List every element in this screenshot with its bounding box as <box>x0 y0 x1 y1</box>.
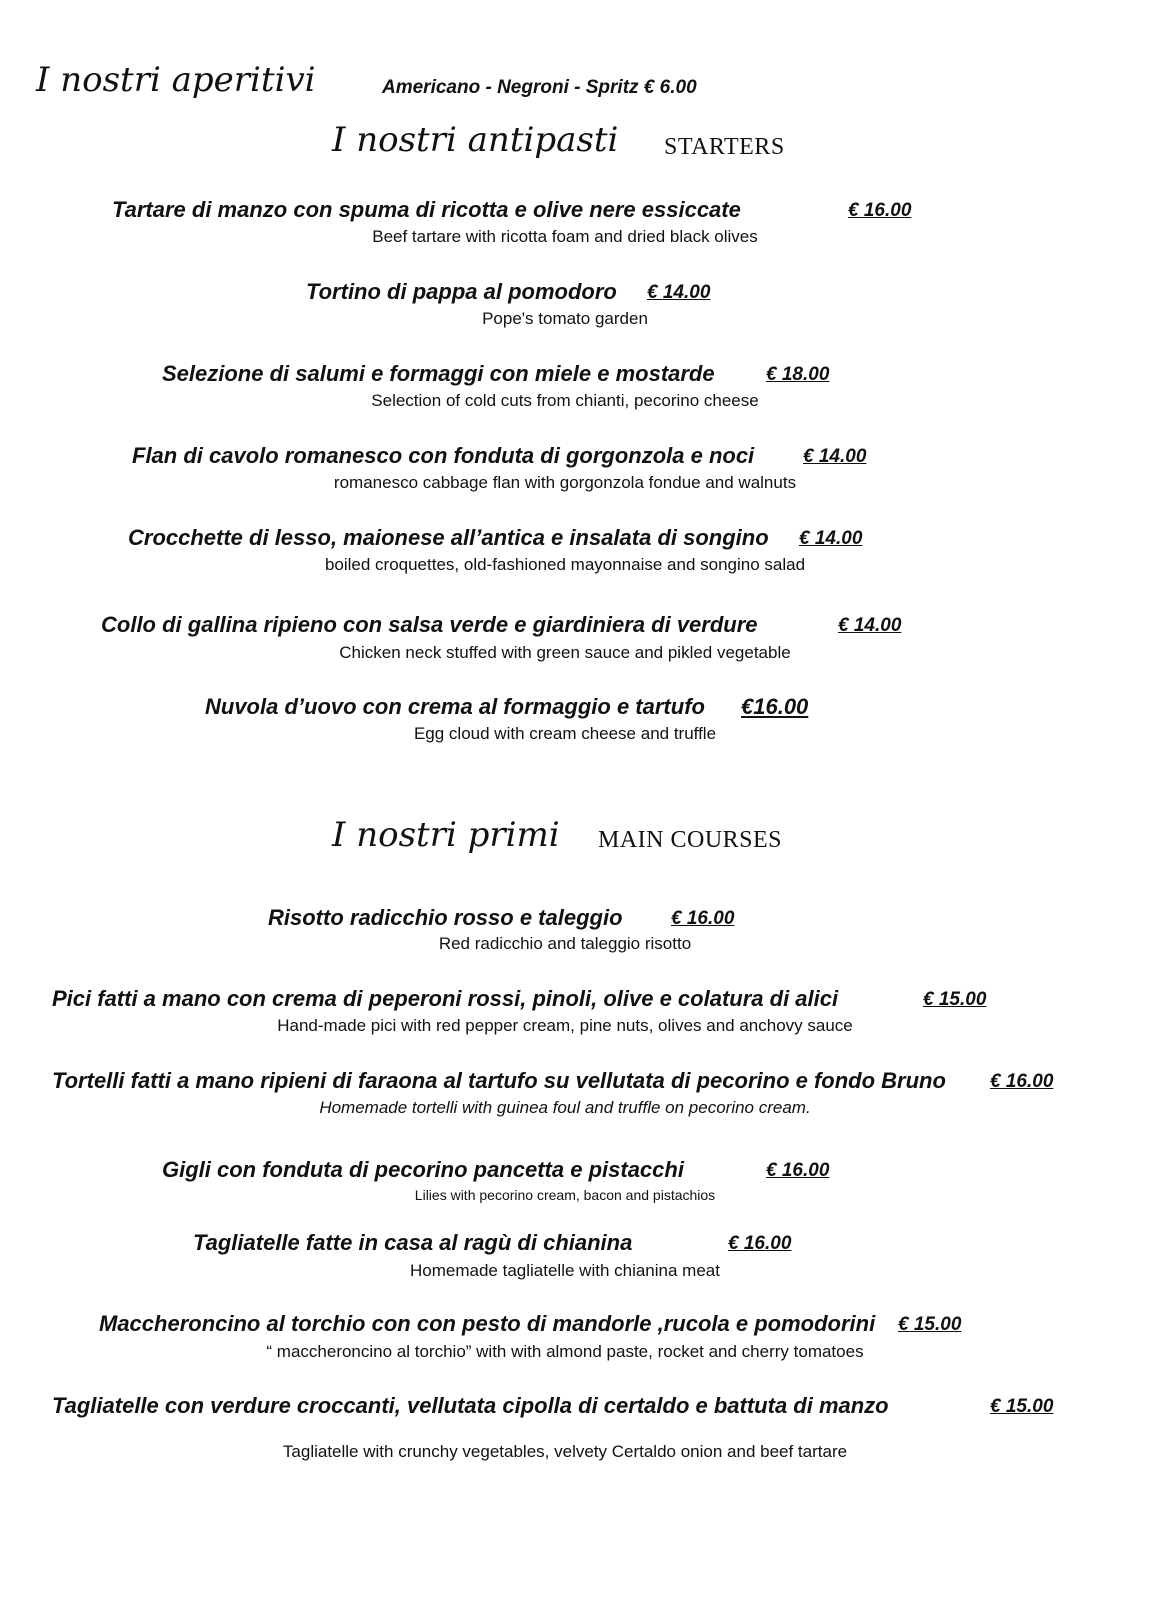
dish-description: “ maccheroncino al torchio” with with almond paste, rocket and cherry tomatoes <box>266 1342 864 1361</box>
dish-description: romanesco cabbage flan with gorgonzola fondue and walnuts <box>333 473 797 492</box>
dish-price: € 15.00 <box>990 1396 1054 1417</box>
dish-description: Chicken neck stuffed with green sauce and pikled vegetable <box>339 643 791 662</box>
dish-name: Tagliatelle con verdure croccanti, vellutata cipolla di certaldo e battuta di manzo <box>52 1393 889 1418</box>
dish-name: Selezione di salumi e formaggi con miele e mostarde <box>162 361 715 386</box>
dish-price: €16.00 <box>741 694 809 719</box>
dish-name: Maccheroncino al torchio con con pesto di mandorle ,rucola e pomodorini <box>99 1311 876 1336</box>
dish-price: € 16.00 <box>848 200 912 221</box>
dish-description: Pope's tomato garden <box>482 309 648 328</box>
aperitivi-list: Americano - Negroni - Spritz € 6.00 <box>382 77 697 98</box>
dish-name: Tortino di pappa al pomodoro <box>306 279 617 304</box>
dish-price: € 14.00 <box>803 446 867 467</box>
dish-name: Tartare di manzo con spuma di ricotta e olive nere essiccate <box>112 197 741 222</box>
dish-price: € 16.00 <box>671 908 735 929</box>
dish-price: € 14.00 <box>647 282 711 303</box>
dish-description: Selection of cold cuts from chianti, pecorino cheese <box>371 391 759 410</box>
dish-description: Hand-made pici with red pepper cream, pine nuts, olives and anchovy sauce <box>277 1016 853 1035</box>
mains-subtitle: MAIN COURSES <box>598 827 783 853</box>
dish-description: boiled croquettes, old-fashioned mayonnaise and songino salad <box>324 555 806 574</box>
dish-description: Lilies with pecorino cream, bacon and pistachios <box>414 1187 716 1203</box>
dish-price: € 15.00 <box>898 1314 962 1335</box>
dish-description: Homemade tortelli with guinea foul and truffle on pecorino cream. <box>319 1098 811 1117</box>
dish-description: Red radicchio and taleggio risotto <box>438 934 692 953</box>
dish-name: Tortelli fatti a mano ripieni di faraona al tartufo su vellutata di pecorino e fondo Bruno <box>52 1068 946 1093</box>
mains-title: I nostri primi <box>332 815 560 855</box>
dish-price: € 16.00 <box>990 1071 1054 1092</box>
dish-name: Flan di cavolo romanesco con fonduta di gorgonzola e noci <box>132 443 755 468</box>
dish-price: € 14.00 <box>799 528 863 549</box>
dish-name: Gigli con fonduta di pecorino pancetta e pistacchi <box>162 1157 684 1182</box>
dish-description: Homemade tagliatelle with chianina meat <box>410 1261 720 1280</box>
dish-description: Egg cloud with cream cheese and truffle <box>413 724 717 743</box>
dish-name: Tagliatelle fatte in casa al ragù di chianina <box>193 1230 633 1255</box>
dish-price: € 14.00 <box>838 615 902 636</box>
dish-name: Collo di gallina ripieno con salsa verde e giardiniera di verdure <box>101 612 758 637</box>
dish-name: Risotto radicchio rosso e taleggio <box>268 905 623 930</box>
dish-price: € 16.00 <box>728 1233 792 1254</box>
dish-name: Nuvola d’uovo con crema al formaggio e tartufo <box>205 694 705 719</box>
starters-subtitle: STARTERS <box>664 134 785 160</box>
starters-title: I nostri antipasti <box>332 120 619 160</box>
dish-description: Beef tartare with ricotta foam and dried black olives <box>372 227 758 246</box>
aperitivi-title: I nostri aperitivi <box>36 60 316 100</box>
dish-description: Tagliatelle with crunchy vegetables, velvety Certaldo onion and beef tartare <box>282 1442 848 1461</box>
dish-name: Pici fatti a mano con crema di peperoni rossi, pinoli, olive e colatura di alici <box>52 986 839 1011</box>
dish-price: € 18.00 <box>766 364 830 385</box>
dish-price: € 15.00 <box>923 989 987 1010</box>
dish-price: € 16.00 <box>766 1160 830 1181</box>
dish-name: Crocchette di lesso, maionese all’antica e insalata di songino <box>128 525 769 550</box>
